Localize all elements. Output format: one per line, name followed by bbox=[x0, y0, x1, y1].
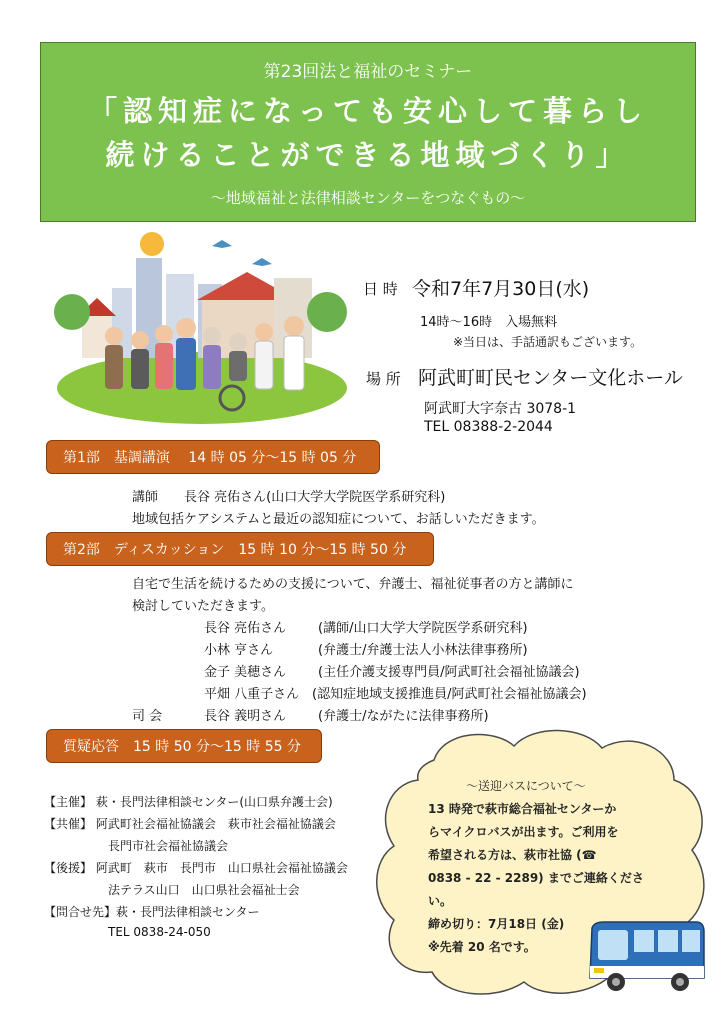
part2-bar: 第2部 ディスカッション 15 時 10 分〜15 時 50 分 bbox=[46, 532, 434, 566]
bus-line-2: らマイクロバスが出ます。ご利用を bbox=[428, 825, 619, 839]
title-line-2: 続けることができる地域づくり」 bbox=[105, 138, 631, 172]
title-banner bbox=[40, 42, 696, 222]
panelist-role: (弁護士/弁護士法人小林法律事務所) bbox=[318, 643, 528, 658]
date-label: 日 時 bbox=[363, 280, 398, 298]
bus-icon bbox=[584, 920, 708, 996]
bird-icon bbox=[252, 258, 272, 266]
sun-icon bbox=[140, 232, 164, 256]
sign-language-note: ※当日は、手話通訳もございます。 bbox=[453, 335, 643, 349]
seminar-series: 第23回法と福祉のセミナー bbox=[263, 62, 473, 82]
support-line-1: 【後援】 阿武町 萩市 長門市 山口県社会福祉協議会 bbox=[44, 861, 348, 875]
part1-lecturer: 講師 長谷 亮佑さん(山口大学大学院医学系研究科) bbox=[132, 490, 446, 505]
bus-line-5: い。 bbox=[428, 894, 453, 908]
bus-line-1: 13 時発で萩市総合福祉センターか bbox=[428, 802, 617, 816]
moderator-name: 長谷 義明さん bbox=[204, 709, 287, 724]
qa-bar: 質疑応答 15 時 50 分〜15 時 55 分 bbox=[46, 729, 322, 763]
contact-line: 【問合せ先】萩・長門法律相談センター bbox=[44, 905, 260, 919]
cohost-line-2: 長門市社会福祉協議会 bbox=[108, 839, 229, 853]
bus-deadline: 締め切り：7月18日 (金) bbox=[428, 917, 565, 931]
panelist-name: 金子 美穂さん bbox=[204, 665, 287, 680]
moderator-role: (弁護士/ながたに法律事務所) bbox=[318, 709, 489, 724]
contact-tel: TEL 0838-24-050 bbox=[108, 925, 211, 939]
bird-icon bbox=[212, 240, 232, 248]
venue-tel: TEL 08388-2-2044 bbox=[424, 419, 553, 435]
bus-title: 〜送迎バスについて〜 bbox=[466, 779, 586, 793]
place-value: 阿武町町民センター文化ホール bbox=[418, 367, 683, 389]
part2-description-2: 検討していただきます。 bbox=[132, 599, 274, 614]
host-line: 【主催】 萩・長門法律相談センター(山口県弁護士会) bbox=[44, 795, 333, 809]
address: 阿武町大字奈古 3078-1 bbox=[424, 401, 577, 417]
date-value: 令和7年7月30日(水) bbox=[412, 278, 590, 300]
time-info: 14時〜16時 入場無料 bbox=[420, 315, 558, 330]
community-illustration bbox=[52, 228, 352, 424]
panelist-name: 長谷 亮佑さん bbox=[204, 621, 287, 636]
bus-line-4: 0838 - 22 - 2289) までご連絡くださ bbox=[428, 871, 644, 885]
place-label: 場 所 bbox=[366, 370, 401, 388]
title-line-1: 「認知症になっても安心して暮らし bbox=[87, 94, 648, 128]
bus-line-3: 希望される方は、萩市社協 (☎ bbox=[428, 848, 597, 862]
part1-bar: 第1部 基調講演 14 時 05 分〜15 時 05 分 bbox=[46, 440, 380, 474]
moderator-label: 司 会 bbox=[132, 709, 163, 724]
panelist-name: 平畑 八重子さん bbox=[204, 687, 300, 702]
subtitle: 〜地域福祉と法律相談センターをつなぐもの〜 bbox=[210, 189, 526, 207]
bus-capacity-note: ※先着 20 名です。 bbox=[428, 940, 536, 954]
cohost-line-1: 【共催】 阿武町社会福祉協議会 萩市社会福祉協議会 bbox=[44, 817, 336, 831]
panelist-role: (認知症地域支援推進員/阿武町社会福祉協議会) bbox=[312, 687, 587, 702]
support-line-2: 法テラス山口 山口県社会福祉士会 bbox=[108, 883, 300, 897]
panelist-name: 小林 亨さん bbox=[204, 643, 274, 658]
part1-description: 地域包括ケアシステムと最近の認知症について、お話しいただきます。 bbox=[132, 512, 545, 527]
panelist-role: (講師/山口大学大学院医学系研究科) bbox=[318, 621, 528, 636]
panelist-role: (主任介護支援専門員/阿武町社会福祉協議会) bbox=[318, 665, 580, 680]
part2-description-1: 自宅で生活を続けるための支援について、弁護士、福祉従事者の方と講師に bbox=[132, 577, 574, 592]
